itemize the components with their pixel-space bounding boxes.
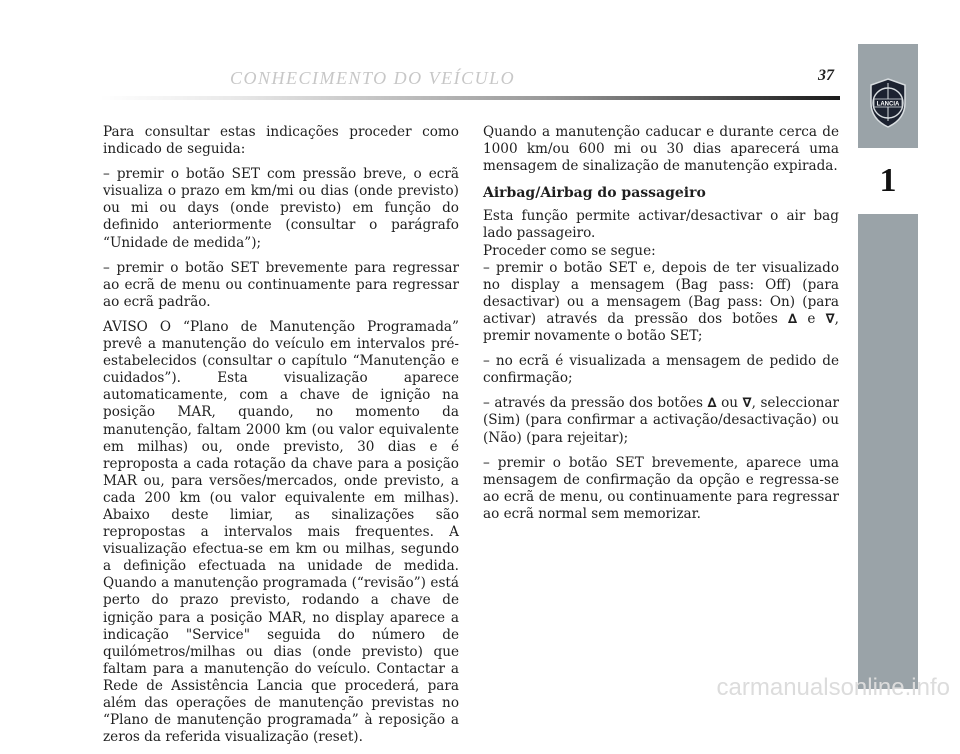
down-triangle-icon: ∇: [825, 311, 835, 327]
paragraph: [483, 260, 839, 345]
lancia-shield-icon: [868, 77, 908, 129]
paragraph: – no ecrã é visualizada a mensagem de pedido de confirmação;: [483, 353, 839, 387]
down-triangle-icon: ∇: [742, 396, 752, 412]
up-triangle-icon: ∆: [788, 311, 798, 327]
paragraph: – premir o botão SET brevemente para regressar ao ecrã de menu ou continuamente para regressar ao ecrã padrão.: [103, 259, 459, 310]
section-heading: Airbag/Airbag do passageiro: [483, 185, 706, 202]
paragraph: Para consultar estas indicações proceder como indicado de seguida:: [103, 124, 459, 158]
text-span: – através da pressão dos botões: [483, 395, 708, 412]
page-header: [100, 60, 840, 100]
text-span: , seleccionar (Sim) (para confirmar a activação/desactivação) ou (Não) (para rejeitar);: [483, 395, 839, 446]
paragraph: [483, 395, 839, 446]
chapter-number: 1: [858, 148, 918, 214]
text-span: , premir novamente o botão SET;: [483, 310, 839, 345]
logo-text: LANCIA: [876, 101, 900, 108]
chapter-side-tab: [858, 44, 918, 689]
paragraph: – premir o botão SET brevemente, aparece uma mensagem de confirmação da opção e regressa-se ao ecrã de menu, ou continuamente para regressar ao ecrã normal sem memorizar.: [483, 454, 839, 522]
watermark: carmanualsonline.info: [716, 674, 950, 701]
paragraph: Proceder como se segue:: [483, 242, 656, 259]
left-column: [103, 124, 459, 754]
paragraph: AVISO O “Plano de Manutenção Programada” prevê a manutenção do veículo em intervalos pré-estabelecidos (consultar o capítulo “Manutenção e cuidados”). Esta visualização aparece automaticamente, com a chave de ignição na posição MAR, quando, no momento da manutenção, faltam 2000 km (ou valor equivalente em milhas) ou, onde previsto, 30 dias e é reproposta a cada rotação da chave para a posição MAR ou, para versões/mercados, onde previsto, a cada 200 km (ou valor equivalente em milhas). Abaixo deste limiar, as sinalizações são repropostas a intervalos mais frequentes. A visualização efectua-se em km ou milhas, segundo a definição efectuada na unidade de medida. Quando a manutenção programada (“revisão”) está perto do prazo previsto, rodando a chave de ignição para a posição MAR, no display aparece a indicação "Service" seguida do número de quilómetros/milhas ou dias (onde previsto) que faltam para a manutenção do veículo. Contactar a Rede de Assistência Lancia que procederá, para além das operações de manutenção previstas no “Plano de manutenção programada” à reposição a zeros da referida visualização (reset).: [103, 318, 459, 746]
text-span: e: [797, 310, 826, 327]
section-title: CONHECIMENTO DO VEÍCULO: [230, 68, 516, 88]
text-span: ou: [716, 395, 743, 412]
header-rule: [100, 96, 840, 100]
lancia-logo: [858, 58, 918, 148]
paragraph: Quando a manutenção caducar e durante cerca de 1000 km/ou 600 mi ou 30 dias aparecerá uma mensagem de sinalização de manutenção expirada.: [483, 124, 839, 175]
paragraph: Esta função permite activar/desactivar o air bag lado passageiro.: [483, 208, 839, 242]
up-triangle-icon: ∆: [707, 396, 717, 412]
page-number: 37: [818, 67, 834, 84]
paragraph: – premir o botão SET com pressão breve, o ecrã visualiza o prazo em km/mi ou dias (onde previsto) ou mi ou days (onde previsto) em função do definido anteriormente (consultar o parágrafo “Unidade de medida”);: [103, 166, 459, 251]
text-span: – premir o botão SET e, depois de ter visualizado no display a mensagem (Bag pass: Off) (para desactivar) ou a mensagem (Bag pass: On) (para activar) através da pressão dos botões: [483, 259, 839, 327]
right-column: [483, 124, 839, 531]
